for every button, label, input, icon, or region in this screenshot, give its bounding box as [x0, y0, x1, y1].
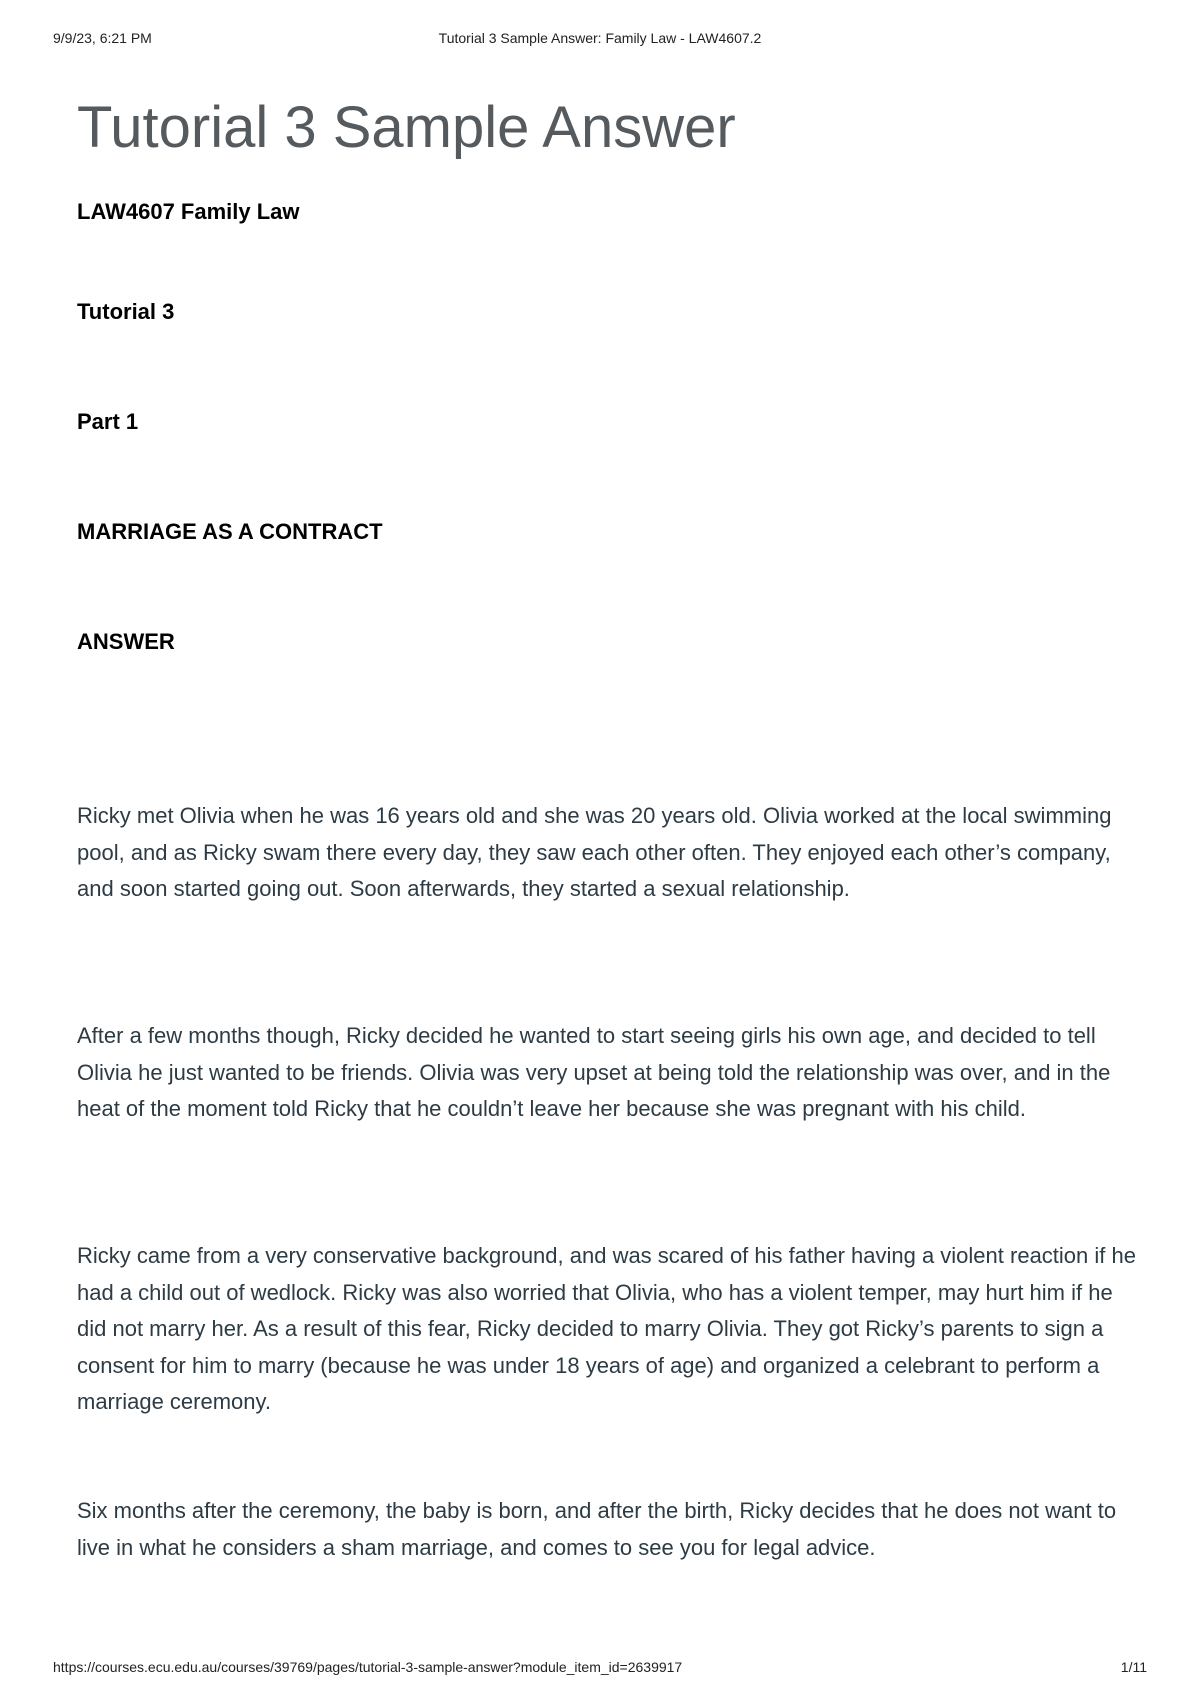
print-header [53, 30, 1147, 50]
paragraph-1: Ricky met Olivia when he was 16 years old and she was 20 years old. Olivia worked at the local swimming pool, and as Ricky swam there every day, they saw each other often. They enjoyed each other’s company, and soon started going out. Soon afterwards, they started a sexual relationship. [77, 803, 1112, 901]
course-heading: LAW4607 Family Law [77, 199, 300, 224]
print-document-title: Tutorial 3 Sample Answer: Family Law - LAW4607.2 [438, 30, 762, 46]
page-title: Tutorial 3 Sample Answer [77, 95, 736, 160]
tutorial-heading: Tutorial 3 [77, 299, 175, 324]
print-url: https://courses.ecu.edu.au/courses/39769/pages/tutorial-3-sample-answer?module_item_id=2639917 [53, 1659, 683, 1675]
print-page-number: 1/11 [1120, 1659, 1147, 1675]
print-footer [53, 1659, 1147, 1679]
topic-heading: MARRIAGE AS A CONTRACT [77, 519, 383, 544]
paragraph-3: Ricky came from a very conservative background, and was scared of his father having a violent reaction if he had a child out of wedlock. Ricky was also worried that Olivia, who has a violent temper, may hurt him if he did not marry her. As a result of this fear, Ricky decided to marry Olivia. They got Ricky’s parents to sign a consent for him to marry (because he was under 18 years of age) and organized a celebrant to perform a marriage ceremony. [77, 1243, 1136, 1414]
part-heading: Part 1 [77, 409, 139, 434]
page-content [77, 88, 1137, 1560]
print-date: 9/9/23, 6:21 PM [53, 30, 152, 46]
answer-heading: ANSWER [77, 629, 175, 654]
paragraph-2: After a few months though, Ricky decided he wanted to start seeing girls his own age, and decided to tell Olivia he just wanted to be friends. Olivia was very upset at being told the relationship was over, and in the heat of the moment told Ricky that he couldn’t leave her because she was pregnant with his child. [77, 1023, 1111, 1121]
paragraph-4: Six months after the ceremony, the baby is born, and after the birth, Ricky decides that he does not want to live in what he considers a sham marriage, and comes to see you for legal advice. [77, 1498, 1117, 1560]
